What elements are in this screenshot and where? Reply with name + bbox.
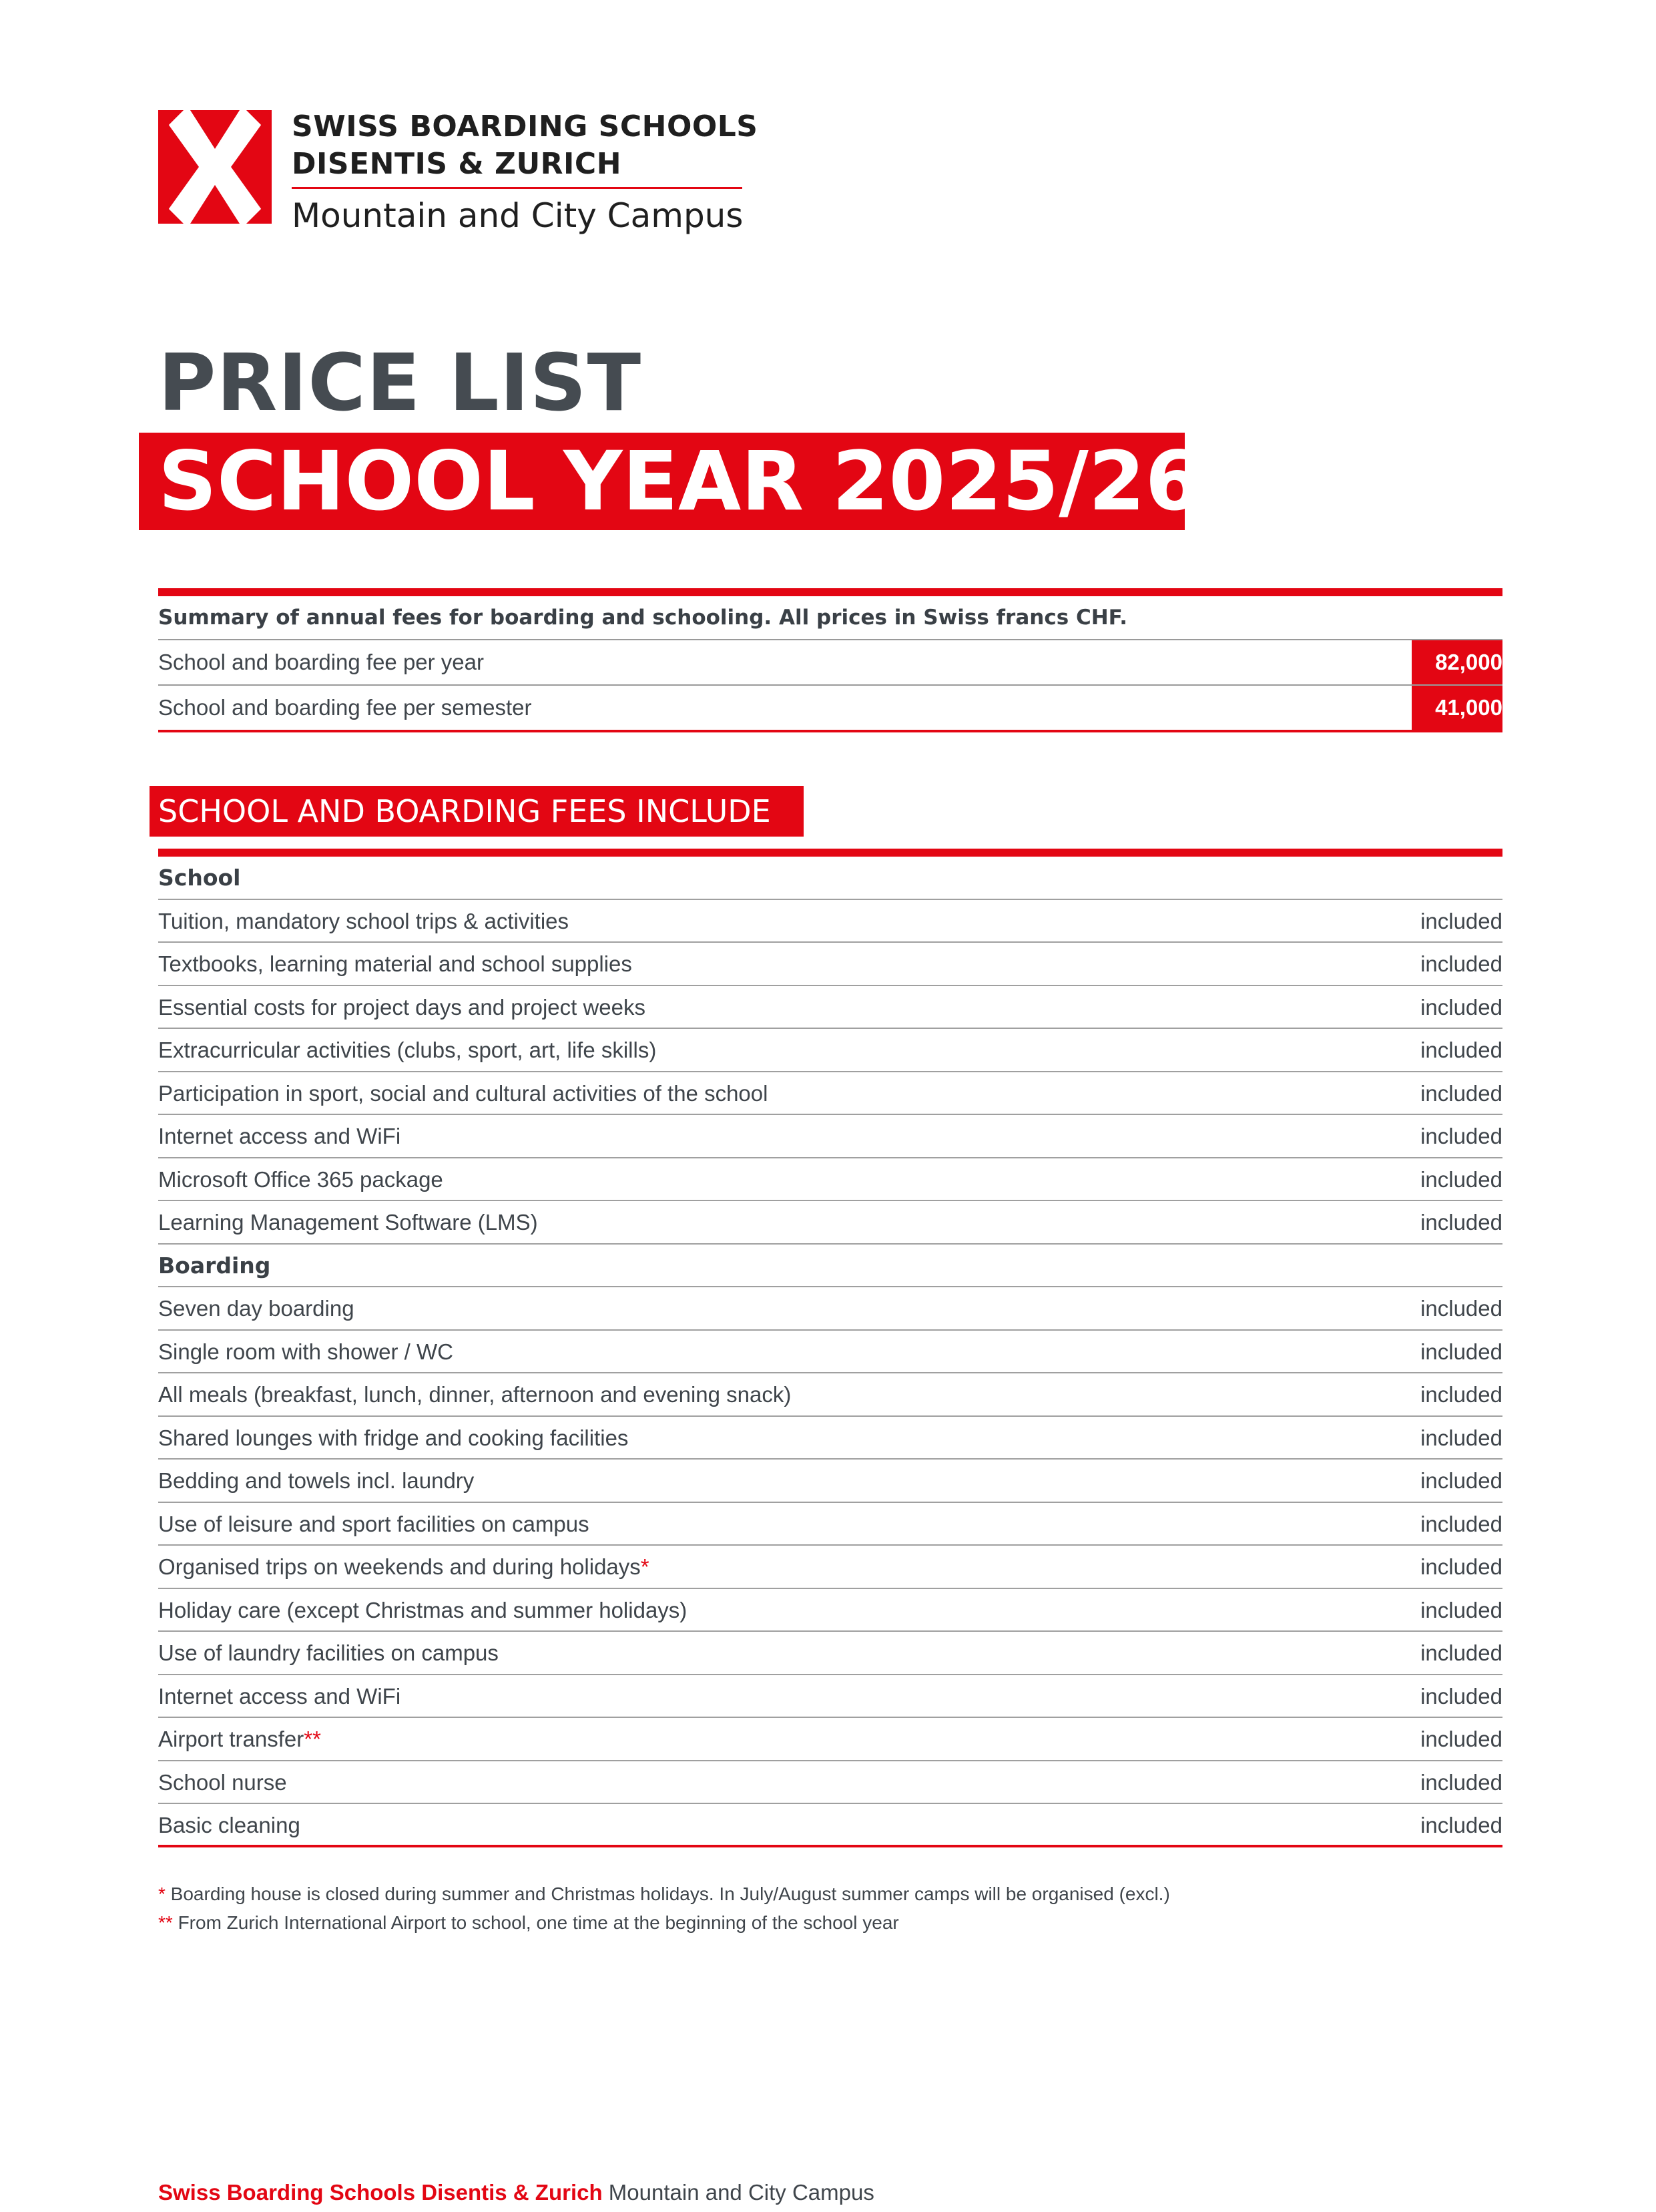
fee-row	[158, 1632, 1502, 1675]
fee-row	[158, 1460, 1502, 1503]
summary-value: 82,000	[1412, 640, 1502, 684]
section-title: SCHOOL AND BOARDING FEES INCLUDE	[150, 786, 804, 837]
fees-top-rule	[158, 849, 1502, 857]
fee-value: included	[1420, 1210, 1502, 1235]
fee-value: included	[1420, 908, 1502, 933]
fee-value: included	[1420, 1468, 1502, 1493]
footnotes	[158, 1879, 1502, 1937]
brand-line-1: SWISS BOARDING SCHOOLS	[292, 109, 758, 144]
fee-label: Bedding and towels incl. laundry	[158, 1468, 475, 1493]
fee-row	[158, 1718, 1502, 1761]
fees-table	[158, 849, 1502, 1847]
fee-row	[158, 986, 1502, 1030]
fee-label: School nurse	[158, 1769, 287, 1795]
summary-top-rule	[158, 588, 1502, 596]
footnote-mark: **	[158, 1912, 173, 1933]
fee-label: Holiday care (except Christmas and summer holidays)	[158, 1597, 687, 1622]
brand-logo	[158, 108, 758, 235]
fee-value: included	[1420, 1769, 1502, 1795]
fee-label: Extracurricular activities (clubs, sport, art, life skills)	[158, 1038, 657, 1062]
fee-value: included	[1420, 1425, 1502, 1450]
fee-value: included	[1420, 951, 1502, 976]
fee-row	[158, 1417, 1502, 1460]
fee-value: included	[1420, 1554, 1502, 1579]
fee-value: included	[1420, 1597, 1502, 1622]
fee-label: Textbooks, learning material and school supplies	[158, 951, 632, 976]
footnote-mark: *	[158, 1884, 166, 1904]
fee-label: Use of leisure and sport facilities on campus	[158, 1511, 589, 1536]
fee-value: included	[1420, 1124, 1502, 1148]
summary-label: School and boarding fee per year	[158, 650, 485, 674]
fee-row	[158, 1546, 1502, 1589]
fee-value: included	[1420, 1339, 1502, 1364]
fee-label: Tuition, mandatory school trips & activities	[158, 908, 569, 933]
footer-tagline: Mountain and City Campus	[602, 2180, 874, 2205]
fee-row	[158, 1287, 1502, 1331]
fee-label: Essential costs for project days and project weeks	[158, 994, 646, 1020]
page-title: PRICE LIST	[158, 337, 642, 429]
fee-label: Basic cleaning	[158, 1813, 300, 1837]
fee-row	[158, 1072, 1502, 1116]
summary-label: School and boarding fee per semester	[158, 695, 532, 720]
fee-label: Internet access and WiFi	[158, 1683, 401, 1709]
fee-footnote-mark: **	[304, 1727, 321, 1751]
fee-row	[158, 1158, 1502, 1202]
red-cross-x-icon	[158, 110, 272, 224]
footnote	[158, 1908, 1502, 1937]
fee-value: included	[1420, 1038, 1502, 1062]
fee-row	[158, 1761, 1502, 1805]
category-label: School	[158, 865, 241, 891]
fee-row	[158, 1115, 1502, 1158]
footnote-text: Boarding house is closed during summer and Christmas holidays. In July/August summer camps will be organised (excl.)	[165, 1884, 1170, 1904]
footer-school-name: Swiss Boarding Schools Disentis & Zurich	[158, 2180, 603, 2205]
fee-value: included	[1420, 1511, 1502, 1536]
fee-value: included	[1420, 1382, 1502, 1407]
fee-label: Microsoft Office 365 package	[158, 1166, 443, 1192]
fee-value: included	[1420, 1296, 1502, 1321]
summary-row-semester	[158, 686, 1502, 732]
brand-wordmark	[292, 108, 758, 236]
fee-value: included	[1420, 994, 1502, 1020]
category-label: Boarding	[158, 1252, 271, 1279]
fee-row	[158, 1373, 1502, 1417]
fee-label: Organised trips on weekends and during holidays	[158, 1554, 641, 1579]
category-heading-school	[158, 857, 1502, 900]
fee-row	[158, 1029, 1502, 1072]
fee-value: included	[1420, 1727, 1502, 1751]
fee-label: Single room with shower / WC	[158, 1339, 453, 1364]
fee-footnote-mark: *	[640, 1554, 649, 1579]
fee-row	[158, 1589, 1502, 1632]
summary-value: 41,000	[1412, 686, 1502, 730]
fee-value: included	[1420, 1080, 1502, 1106]
fee-row	[158, 900, 1502, 943]
fee-label: Participation in sport, social and cultural activities of the school	[158, 1080, 768, 1106]
page-footer	[158, 2178, 874, 2207]
fee-row	[158, 1675, 1502, 1719]
fee-label: All meals (breakfast, lunch, dinner, afternoon and evening snack)	[158, 1382, 792, 1407]
brand-divider	[292, 187, 742, 189]
summary-row-year	[158, 640, 1502, 686]
footnote-text: From Zurich International Airport to school, one time at the beginning of the school year	[172, 1912, 899, 1933]
summary-caption: Summary of annual fees for boarding and schooling. All prices in Swiss francs CHF.	[158, 596, 1502, 640]
fee-label: Internet access and WiFi	[158, 1124, 401, 1148]
fee-value: included	[1420, 1683, 1502, 1709]
fee-label: Learning Management Software (LMS)	[158, 1210, 538, 1235]
fee-label: Use of laundry facilities on campus	[158, 1640, 499, 1665]
fee-value: included	[1420, 1166, 1502, 1192]
fee-label: Seven day boarding	[158, 1296, 354, 1321]
brand-tagline: Mountain and City Campus	[292, 196, 744, 235]
page-subtitle-banner: SCHOOL YEAR 2025/26	[139, 433, 1185, 530]
brand-line-2: DISENTIS & ZURICH	[292, 147, 622, 181]
fee-row	[158, 943, 1502, 986]
fee-value: included	[1420, 1813, 1502, 1837]
fee-value: included	[1420, 1640, 1502, 1665]
summary-table	[158, 596, 1502, 732]
fee-row	[158, 1331, 1502, 1374]
fee-label: Shared lounges with fridge and cooking facilities	[158, 1425, 629, 1450]
fee-row	[158, 1503, 1502, 1546]
fee-row	[158, 1804, 1502, 1847]
fee-row	[158, 1201, 1502, 1245]
footnote	[158, 1879, 1502, 1908]
fee-label: Airport transfer	[158, 1727, 304, 1751]
category-heading-boarding	[158, 1245, 1502, 1288]
